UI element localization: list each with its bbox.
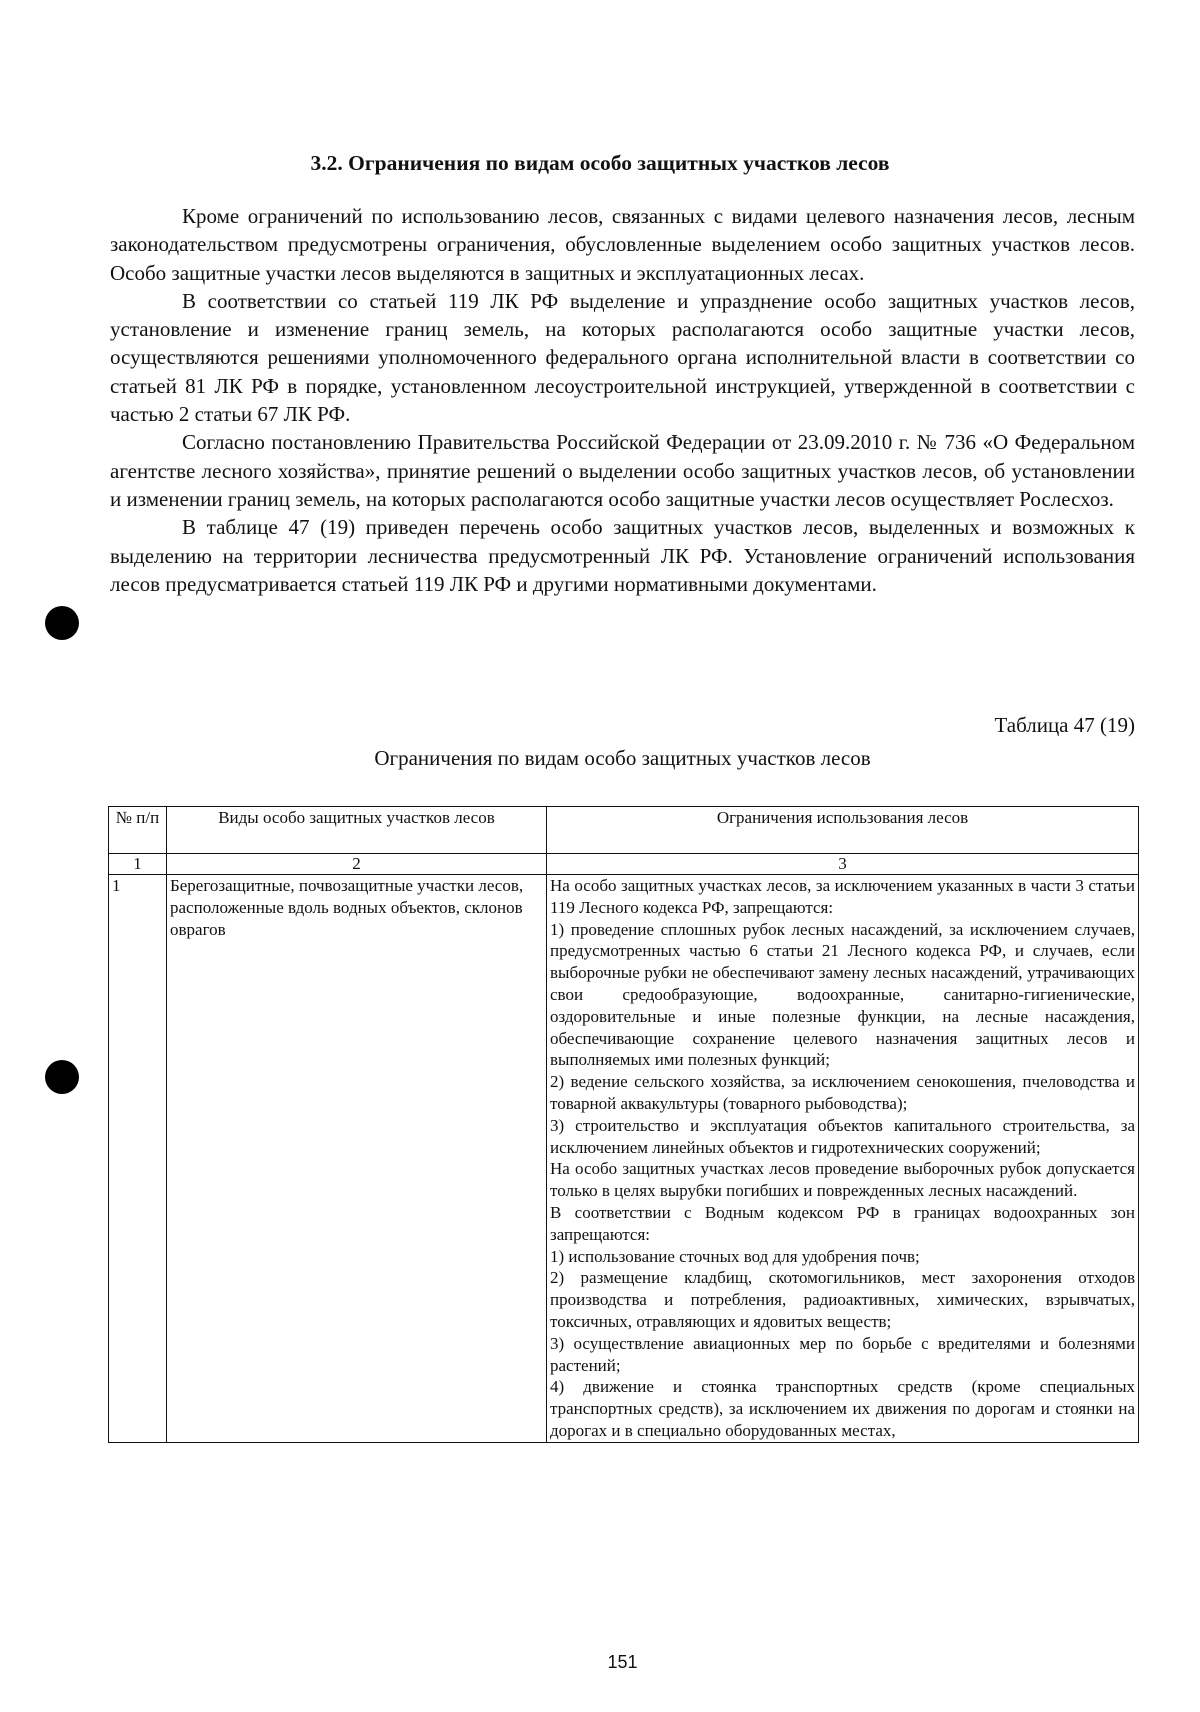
column-number: 1 <box>109 854 167 875</box>
header-area-type: Виды особо защитных участков лесов <box>167 807 547 854</box>
paragraph: В соответствии со статьей 119 ЛК РФ выделение и упразднение особо защитных участков лесов, установление и изменение границ земель, на которых располагаются особо защитные участки лесов, осуществляются решениями уполномоченного федерального органа исполнительной власти в соответствии со статьей 81 ЛК РФ в порядке, установленном лесоустроительной инструкцией, утвержденной в соответствии с частью 2 статьи 67 ЛК РФ. <box>110 288 1135 427</box>
column-number: 2 <box>167 854 547 875</box>
restriction-item: 1) использование сточных вод для удобрения почв; <box>550 1246 920 1266</box>
area-type-cell: Берегозащитные, почвозащитные участки лесов, расположенные вдоль водных объектов, склонов оврагов <box>167 875 547 1443</box>
body-text <box>110 202 1135 598</box>
column-number: 3 <box>547 854 1139 875</box>
restrictions-table <box>108 806 1139 1443</box>
paragraph: В таблице 47 (19) приведен перечень особо защитных участков лесов, выделенных и возможных к выделению на территории лесничества предусмотренный ЛК РФ. Установление ограничений использования лесов предусматривается статьей 119 ЛК РФ и другими нормативными документами. <box>110 515 1135 596</box>
restriction-item: 2) размещение кладбищ, скотомогильников, мест захоронения отходов производства и потребления, радиоактивных, химических, взрывчатых, токсичных, отравляющих и ядовитых веществ; <box>550 1268 1135 1331</box>
section-heading: 3.2. Ограничения по видам особо защитных участков лесов <box>310 151 890 175</box>
paragraph: Согласно постановлению Правительства Российской Федерации от 23.09.2010 г. № 736 «О Федеральном агентстве лесного хозяйства», принятие решений о выделении особо защитных участков лесов, об установлении и изменении границ земель, на которых располагаются особо защитные участки лесов осуществляет Рослесхоз. <box>110 430 1135 511</box>
page-number: 151 <box>607 1652 638 1672</box>
table-caption: Таблица 47 (19) <box>994 713 1135 737</box>
punch-hole-top <box>45 606 79 640</box>
restriction-item: На особо защитных участках лесов, за исключением указанных в части 3 статьи 119 Лесного кодекса РФ, запрещаются: <box>550 876 1135 917</box>
restriction-item: В соответствии с Водным кодексом РФ в границах водоохранных зон запрещаются: <box>550 1202 1135 1244</box>
restrictions-cell <box>547 875 1139 1443</box>
table-title: Ограничения по видам особо защитных участков лесов <box>374 746 871 770</box>
table-row <box>109 875 1139 1443</box>
restriction-item: 2) ведение сельского хозяйства, за исключением сенокошения, пчеловодства и товарной аквакультуры (товарного рыбоводства); <box>550 1072 1135 1113</box>
row-number: 1 <box>109 875 167 1443</box>
paragraph: Кроме ограничений по использованию лесов, связанных с видами целевого назначения лесов, лесным законодательством предусмотрены ограничения, обусловленные выделением особо защитных участков лесов. Особо защитные участки лесов выделяются в защитных и эксплуатационных лесах. <box>110 204 1135 285</box>
restriction-item: 3) осуществление авиационных мер по борьбе с вредителями и болезнями растений; <box>550 1333 1135 1375</box>
punch-hole-bottom <box>45 1060 79 1094</box>
restriction-item: На особо защитных участках лесов проведение выборочных рубок допускается только в целях вырубки погибших и поврежденных лесных насаждений. <box>550 1159 1135 1201</box>
restriction-item: 3) строительство и эксплуатация объектов капитального строительства, за исключением линейных объектов и гидротехнических сооружений; <box>550 1115 1135 1157</box>
header-number: № п/п <box>109 807 167 854</box>
column-number-row <box>109 854 1139 875</box>
table-header-row <box>109 807 1139 854</box>
header-restrictions: Ограничения использования лесов <box>547 807 1139 854</box>
restriction-item: 4) движение и стоянка транспортных средств (кроме специальных транспортных средств), за исключением их движения по дорогам и стоянки на дорогах и в специально оборудованных местах, <box>550 1377 1135 1440</box>
restriction-item: 1) проведение сплошных рубок лесных насаждений, за исключением случаев, предусмотренных частью 6 статьи 21 Лесного кодекса РФ, и случаев, если выборочные рубки не обеспечивают замену лесных насаждений, утрачивающих свои средообразующие, водоохранные, санитарно-гигиенические, оздоровительные и иные полезные функции, на лесные насаждения, обеспечивающие сохранение целевого назначения защитных лесов и выполняемых ими полезных функций; <box>550 919 1135 1070</box>
